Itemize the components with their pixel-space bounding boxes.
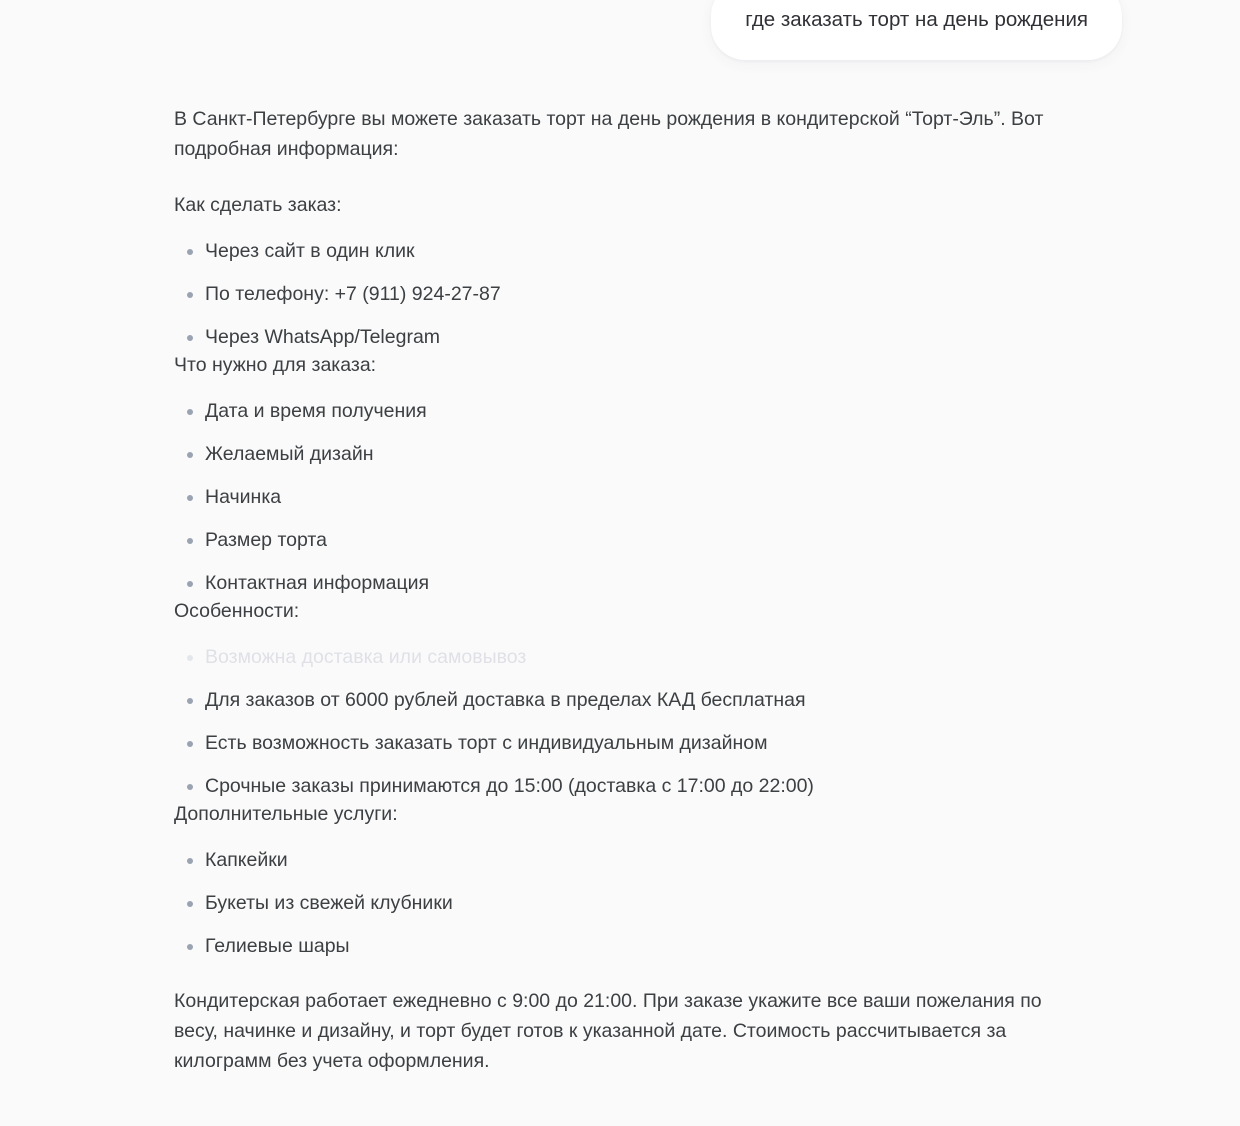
list-item: Букеты из свежей клубники [174, 890, 1058, 916]
list-item: Через WhatsApp/Telegram [174, 324, 1058, 350]
list-item: По телефону: +7 (911) 924-27-87 [174, 281, 1058, 307]
list-features [174, 644, 1058, 799]
list-order-requirements [174, 398, 1058, 596]
list-item: Срочные заказы принимаются до 15:00 (доставка с 17:00 до 22:00) [174, 773, 1058, 799]
list-additional-services [174, 847, 1058, 959]
section-heading-how-to-order: Как сделать заказ: [174, 194, 342, 216]
list-item: Для заказов от 6000 рублей доставка в пределах КАД бесплатная [174, 687, 1058, 713]
assistant-intro-paragraph: В Санкт-Петербурге вы можете заказать торт на день рождения в кондитерской “Торт-Эль”. Вот подробная информация: [174, 108, 1044, 160]
list-how-to-order [174, 238, 1058, 350]
list-item-faded: Возможна доставка или самовывоз [174, 644, 1058, 670]
assistant-outro-paragraph: Кондитерская работает ежедневно с 9:00 до 21:00. При заказе укажите все ваши пожелания по весу, начинке и дизайну, и торт будет готов к указанной дате. Стоимость рассчитывается за килограмм без учета оформления. [174, 990, 1042, 1072]
list-item: Размер торта [174, 527, 1058, 553]
user-message-text: где заказать торт на день рождения [745, 8, 1088, 31]
list-item: Дата и время получения [174, 398, 1058, 424]
section-heading-order-requirements: Что нужно для заказа: [174, 354, 377, 376]
list-item: Начинка [174, 484, 1058, 510]
list-item: Есть возможность заказать торт с индивидуальным дизайном [174, 730, 1058, 756]
user-message-row [0, 0, 1240, 60]
list-item: Через сайт в один клик [174, 238, 1058, 264]
user-message-bubble[interactable] [711, 0, 1122, 60]
assistant-message [174, 104, 1058, 1076]
list-item: Желаемый дизайн [174, 441, 1058, 467]
section-heading-additional-services: Дополнительные услуги: [174, 803, 398, 825]
list-item: Гелиевые шары [174, 933, 1058, 959]
section-heading-features: Особенности: [174, 600, 300, 622]
list-item: Контактная информация [174, 570, 1058, 596]
list-item: Капкейки [174, 847, 1058, 873]
